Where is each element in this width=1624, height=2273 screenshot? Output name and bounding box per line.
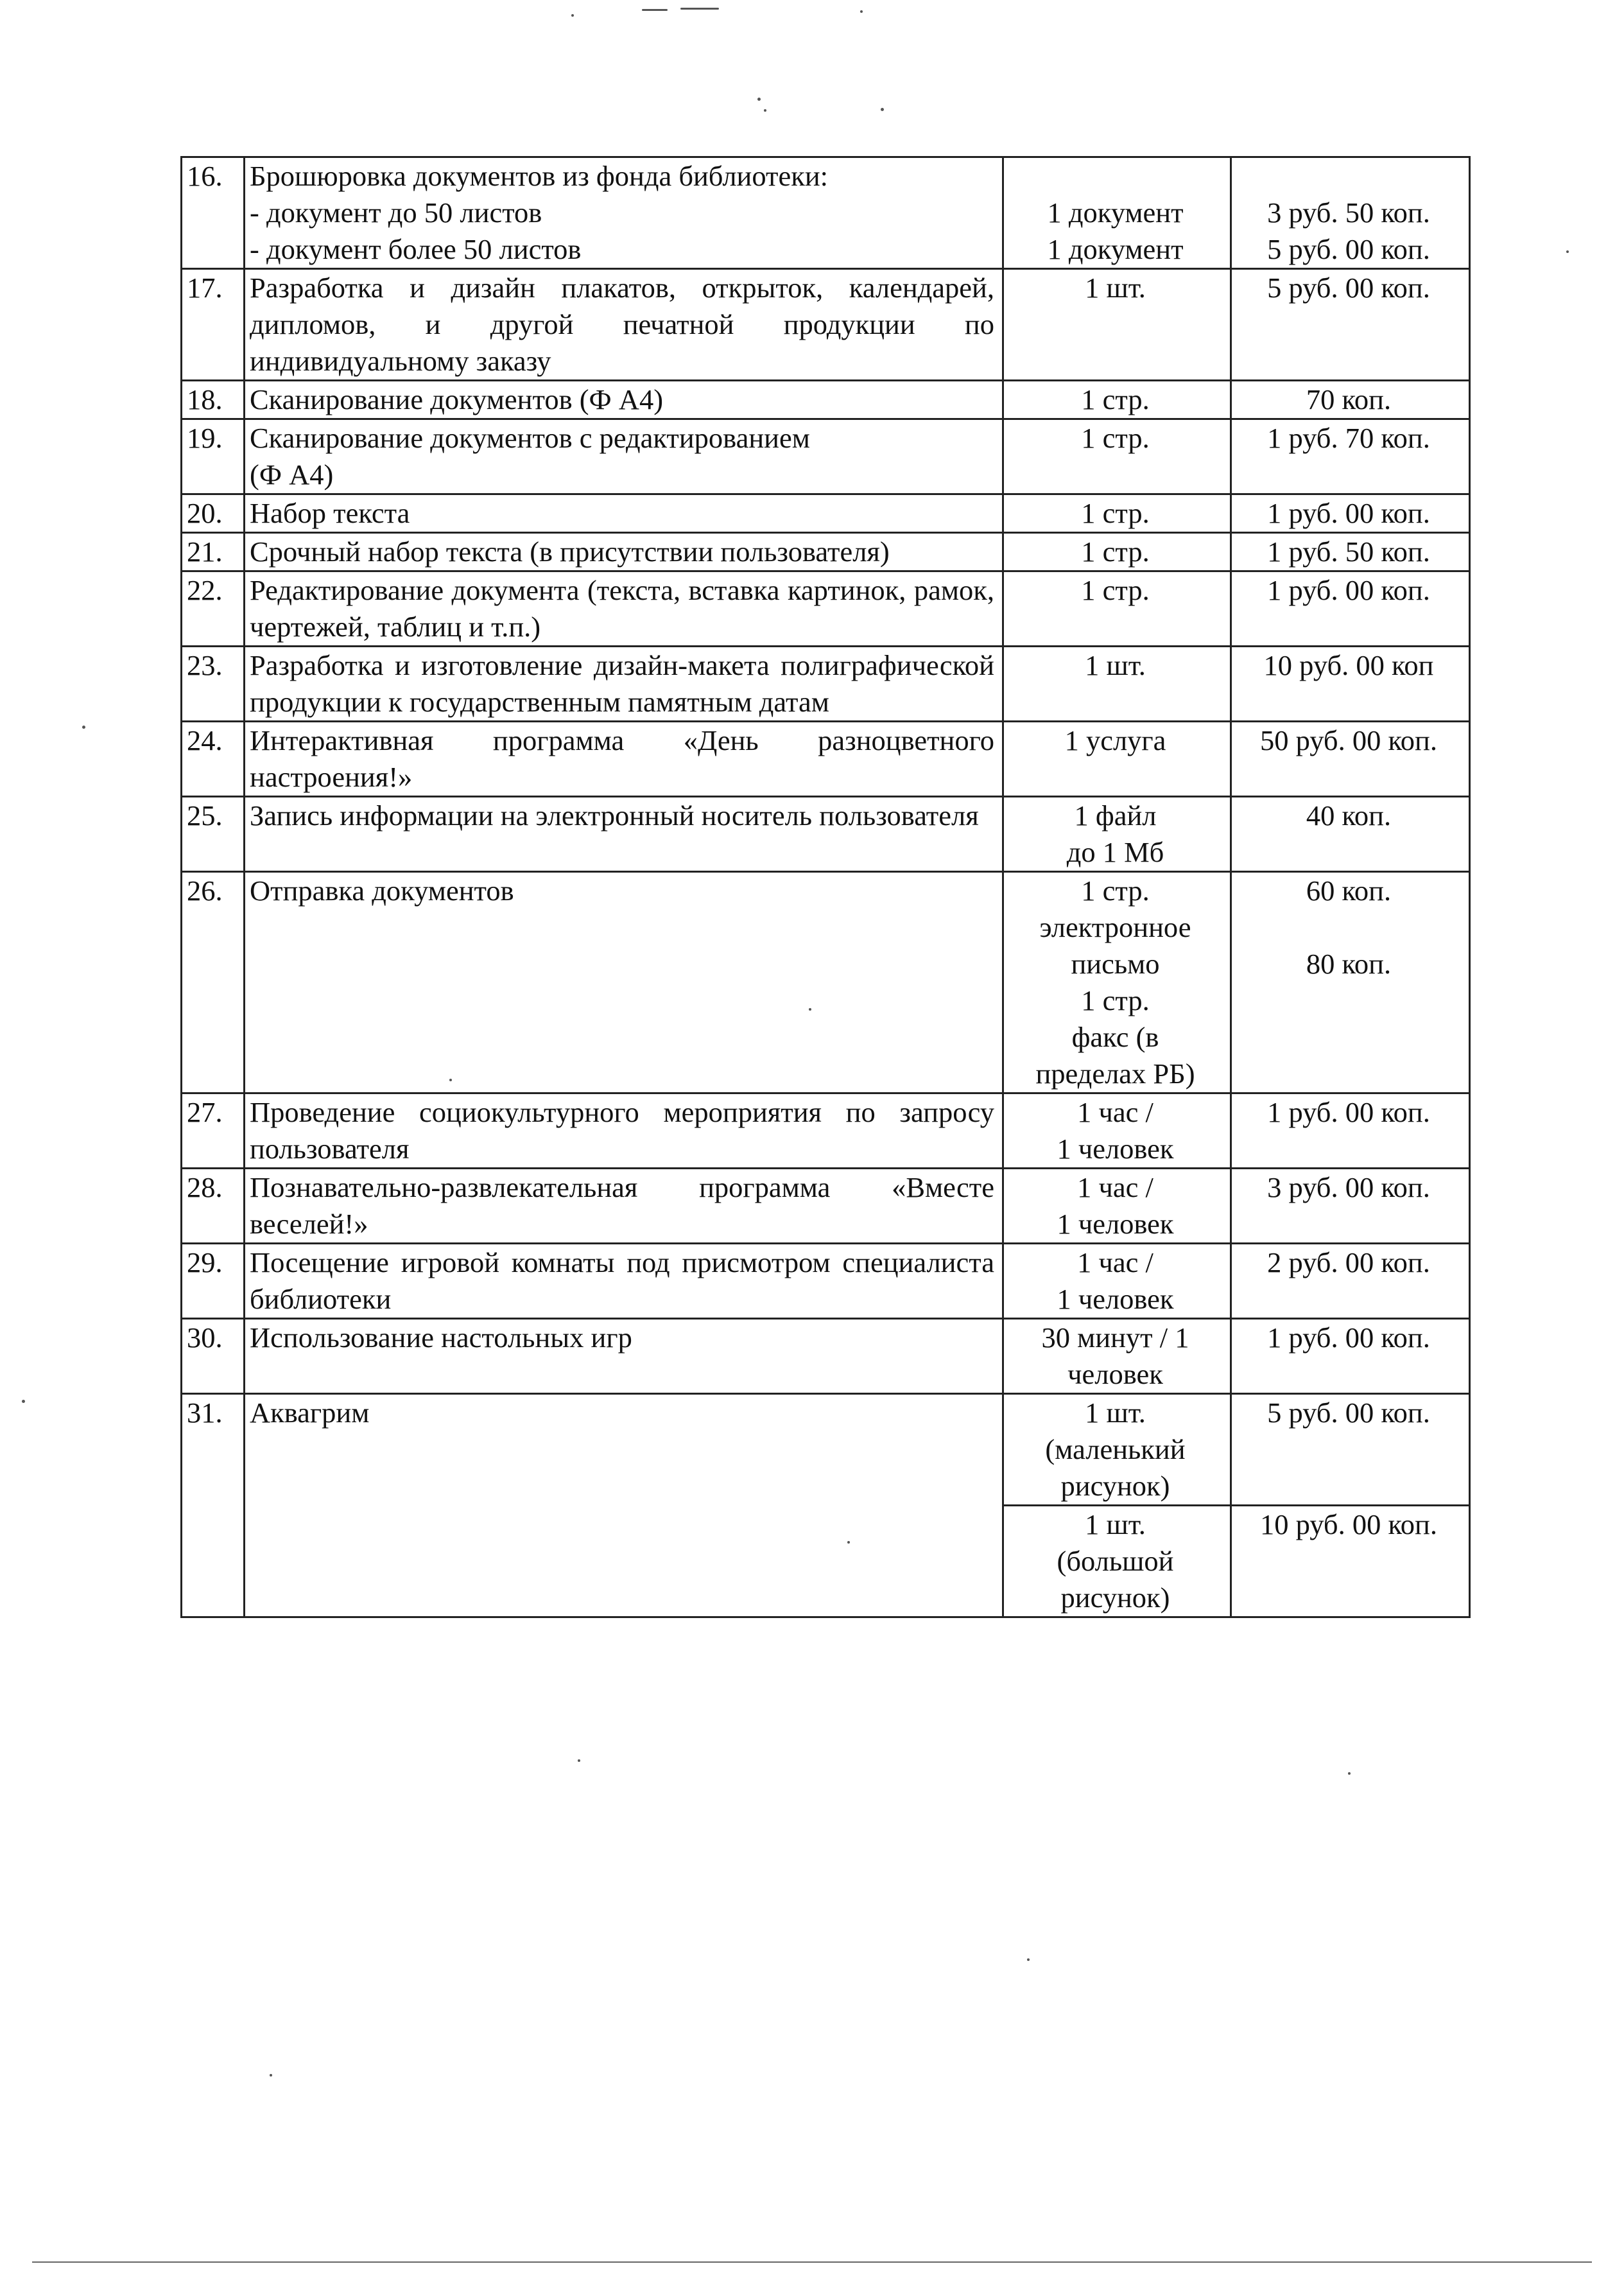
service-name	[245, 419, 1003, 494]
service-unit-line: 1 документ	[1047, 196, 1184, 229]
service-unit-line: 1 человек	[1057, 1283, 1174, 1315]
row-number: 19.	[182, 419, 245, 494]
service-unit-line: пределах РБ)	[1035, 1058, 1195, 1090]
service-unit	[1003, 269, 1231, 381]
service-name-line: - документ более 50 листов	[250, 233, 582, 265]
table-row	[182, 571, 1470, 647]
service-name-line: Разработка и дизайн плакатов, открыток, календарей, дипломов, и другой печатной продукции по индивидуальному заказу	[250, 272, 994, 377]
service-price	[1231, 1506, 1470, 1617]
service-unit-line: 1 услуга	[1064, 724, 1166, 756]
service-unit-line: 1 стр.	[1081, 574, 1150, 606]
row-number: 31.	[182, 1394, 245, 1617]
service-unit-line: 1 час /	[1077, 1096, 1153, 1128]
service-price-line: 1 руб. 70 коп.	[1267, 422, 1430, 454]
service-unit-line: рисунок)	[1060, 1581, 1170, 1614]
service-price-line: 5 руб. 00 коп.	[1267, 1397, 1430, 1429]
service-price	[1231, 533, 1470, 571]
table-row	[182, 419, 1470, 494]
service-unit	[1003, 157, 1231, 269]
service-unit	[1003, 571, 1231, 647]
service-price-line: 40 коп.	[1306, 799, 1392, 832]
table-row	[182, 533, 1470, 571]
table-row	[182, 797, 1470, 872]
service-name-line: (Ф А4)	[250, 458, 334, 491]
service-unit-line: 1 шт.	[1085, 1508, 1146, 1540]
service-unit-line: (большой	[1057, 1545, 1174, 1577]
service-name-line: Разработка и изготовление дизайн-макета полиграфической продукции к государственным памятным датам	[250, 649, 994, 718]
row-number: 27.	[182, 1093, 245, 1169]
table-row	[182, 157, 1470, 269]
service-name-line: Интерактивная программа «День разноцветного настроения!»	[250, 724, 994, 793]
service-price	[1231, 722, 1470, 797]
row-number: 22.	[182, 571, 245, 647]
service-name	[245, 381, 1003, 419]
service-name	[245, 269, 1003, 381]
service-name-line: Познавательно-развлекательная программа «Вместе веселей!»	[250, 1171, 994, 1240]
service-name-line: Редактирование документа (текста, вставка картинок, рамок, чертежей, таблиц и т.п.)	[250, 574, 994, 643]
service-name-line: Срочный набор текста (в присутствии пользователя)	[250, 536, 890, 568]
service-unit-line: 1 шт.	[1085, 272, 1146, 304]
table-row	[182, 872, 1470, 1093]
service-name	[245, 722, 1003, 797]
service-unit	[1003, 647, 1231, 722]
service-unit	[1003, 797, 1231, 872]
service-name	[245, 647, 1003, 722]
table-row	[182, 494, 1470, 533]
service-price-line: 60 коп.	[1306, 875, 1392, 907]
service-unit-line: электронное	[1039, 911, 1191, 943]
table-row	[182, 381, 1470, 419]
table-row	[182, 722, 1470, 797]
service-price-line: 2 руб. 00 коп.	[1267, 1246, 1430, 1278]
service-unit	[1003, 381, 1231, 419]
table-row	[182, 1169, 1470, 1244]
row-number: 30.	[182, 1319, 245, 1394]
service-name-line: Проведение социокультурного мероприятия по запросу пользователя	[250, 1096, 994, 1165]
service-price	[1231, 1394, 1470, 1506]
service-unit-line: 30 минут / 1	[1041, 1321, 1189, 1354]
service-price-line: 3 руб. 00 коп.	[1267, 1171, 1430, 1203]
row-number: 20.	[182, 494, 245, 533]
service-unit	[1003, 1244, 1231, 1319]
service-unit	[1003, 533, 1231, 571]
service-name-line: Набор текста	[250, 497, 410, 529]
service-price	[1231, 1093, 1470, 1169]
service-name	[245, 872, 1003, 1093]
service-unit-line: 1 час /	[1077, 1246, 1153, 1278]
table-row	[182, 1319, 1470, 1394]
row-number: 23.	[182, 647, 245, 722]
service-name-line: Брошюровка документов из фонда библиотеки:	[250, 160, 829, 192]
service-unit	[1003, 722, 1231, 797]
service-price-line: 5 руб. 00 коп.	[1267, 233, 1430, 265]
service-name-line: Запись информации на электронный носитель пользователя	[250, 799, 979, 832]
service-price	[1231, 494, 1470, 533]
service-unit-line: 1 документ	[1047, 233, 1184, 265]
service-unit-line: факс (в	[1071, 1021, 1159, 1053]
service-name	[245, 1169, 1003, 1244]
service-unit	[1003, 1319, 1231, 1394]
service-name-line: - документ до 50 листов	[250, 196, 542, 229]
table-row	[182, 1394, 1470, 1506]
service-unit-line: (маленький	[1045, 1433, 1186, 1465]
service-name-line: Аквагрим	[250, 1397, 370, 1429]
service-price	[1231, 647, 1470, 722]
service-price	[1231, 1244, 1470, 1319]
row-number: 26.	[182, 872, 245, 1093]
service-price-line	[1236, 158, 1461, 195]
service-price	[1231, 419, 1470, 494]
table-row	[182, 647, 1470, 722]
service-unit-line: 1 стр.	[1081, 497, 1150, 529]
service-price	[1231, 872, 1470, 1093]
service-unit-line: 1 шт.	[1085, 1397, 1146, 1429]
table-row	[182, 1244, 1470, 1319]
service-name-line: Сканирование документов с редактированием	[250, 422, 810, 454]
service-name	[245, 571, 1003, 647]
service-unit	[1003, 1093, 1231, 1169]
service-price	[1231, 157, 1470, 269]
service-price-line: 1 руб. 00 коп.	[1267, 1321, 1430, 1354]
service-unit-line: 1 файл	[1074, 799, 1157, 832]
service-price-line: 1 руб. 00 коп.	[1267, 497, 1430, 529]
service-unit-line: 1 человек	[1057, 1208, 1174, 1240]
service-price-line: 5 руб. 00 коп.	[1267, 272, 1430, 304]
row-number: 21.	[182, 533, 245, 571]
service-unit-line: рисунок)	[1060, 1470, 1170, 1502]
row-number: 24.	[182, 722, 245, 797]
service-unit	[1003, 872, 1231, 1093]
service-name	[245, 533, 1003, 571]
service-name	[245, 1244, 1003, 1319]
service-price-line: 1 руб. 50 коп.	[1267, 536, 1430, 568]
service-unit	[1003, 1394, 1231, 1506]
service-price-line: 70 коп.	[1306, 383, 1392, 415]
service-name-line: Использование настольных игр	[250, 1321, 632, 1354]
service-price	[1231, 797, 1470, 872]
service-name-line: Отправка документов	[250, 875, 514, 907]
service-unit	[1003, 1506, 1231, 1617]
row-number: 18.	[182, 381, 245, 419]
service-price	[1231, 381, 1470, 419]
page-bottom-rule	[32, 2261, 1592, 2263]
service-unit	[1003, 1169, 1231, 1244]
service-unit-line: 1 стр.	[1081, 383, 1150, 415]
service-name	[245, 1319, 1003, 1394]
service-unit-line: человек	[1067, 1358, 1163, 1390]
row-number: 16.	[182, 157, 245, 269]
service-unit-line: до 1 Мб	[1066, 836, 1164, 868]
service-unit-line: 1 шт.	[1085, 649, 1146, 681]
service-name	[245, 494, 1003, 533]
service-price	[1231, 269, 1470, 381]
price-list-body	[182, 157, 1470, 1617]
service-unit-line: письмо	[1071, 948, 1160, 980]
service-name	[245, 157, 1003, 269]
row-number: 29.	[182, 1244, 245, 1319]
service-name	[245, 797, 1003, 872]
service-unit-line	[1008, 158, 1222, 195]
service-price-line	[1236, 909, 1461, 946]
service-price-line: 10 руб. 00 коп.	[1259, 1508, 1438, 1540]
service-price-line: 1 руб. 00 коп.	[1267, 574, 1430, 606]
service-name-line: Посещение игровой комнаты под присмотром специалиста библиотеки	[250, 1246, 994, 1315]
service-price-line: 3 руб. 50 коп.	[1267, 196, 1430, 229]
row-number: 17.	[182, 269, 245, 381]
service-unit	[1003, 419, 1231, 494]
service-price	[1231, 571, 1470, 647]
service-price-line: 10 руб. 00 коп	[1263, 649, 1434, 681]
table-row	[182, 269, 1470, 381]
service-unit-line: 1 стр.	[1081, 536, 1150, 568]
service-name-line: Сканирование документов (Ф А4)	[250, 383, 664, 415]
service-unit-line: 1 человек	[1057, 1133, 1174, 1165]
service-price-line: 50 руб. 00 коп.	[1259, 724, 1438, 756]
service-unit-line: 1 час /	[1077, 1171, 1153, 1203]
price-list-table	[180, 156, 1471, 1618]
service-unit	[1003, 494, 1231, 533]
table-row	[182, 1093, 1470, 1169]
service-unit-line: 1 стр.	[1081, 422, 1150, 454]
service-unit-line: 1 стр.	[1081, 984, 1150, 1016]
service-price-line: 80 коп.	[1306, 948, 1392, 980]
service-price	[1231, 1319, 1470, 1394]
service-name	[245, 1394, 1003, 1617]
service-price	[1231, 1169, 1470, 1244]
service-name	[245, 1093, 1003, 1169]
row-number: 28.	[182, 1169, 245, 1244]
row-number: 25.	[182, 797, 245, 872]
service-unit-line: 1 стр.	[1081, 875, 1150, 907]
service-price-line: 1 руб. 00 коп.	[1267, 1096, 1430, 1128]
